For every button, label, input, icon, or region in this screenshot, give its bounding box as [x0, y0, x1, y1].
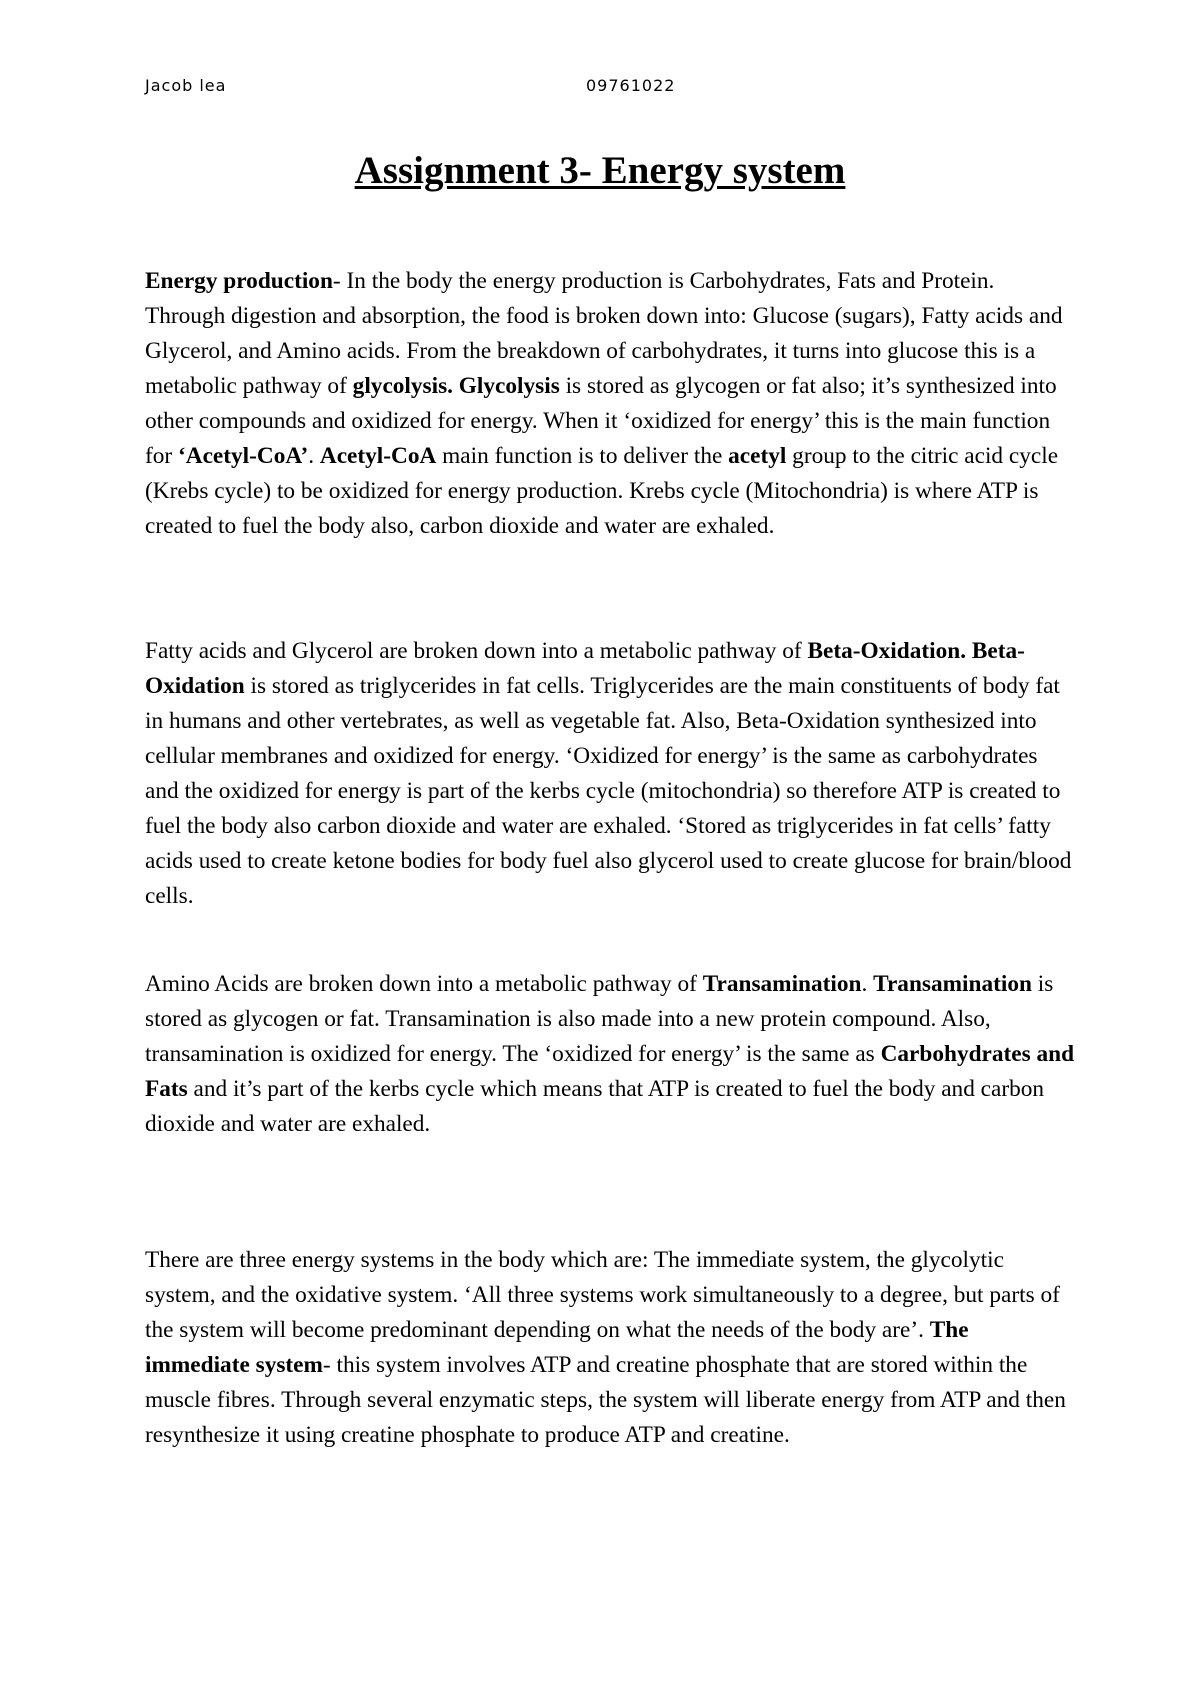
- paragraph-text: .: [861, 971, 874, 997]
- paragraph-text: Fatty acids and Glycerol are broken down into a metabolic pathway of: [145, 638, 808, 664]
- paragraph-text: - In the body the energy production is Carbohydrates, Fats and Protein. Through digestion and absorption, the food is broken down into: Glucose (sugars), Fatty acids and Glycerol, and Amino acids. From the breakdown of carbohydrates, it turns into glucose this is a metabolic pathway of: [145, 268, 1063, 399]
- bold-term: Carbohydrates and Fats: [145, 1041, 1075, 1102]
- paragraph-amino-acids: [145, 967, 1075, 1142]
- bold-term: glycolysis. Glycolysis: [352, 373, 560, 399]
- paragraph-text: is stored as glycogen or fat. Transamination is also made into a new protein compound. Also, transamination is oxidized for energy. The ‘oxidized for energy’ is the same as: [145, 971, 1054, 1067]
- paragraph-text: and it’s part of the kerbs cycle which means that ATP is created to fuel the body and carbon dioxide and water are exhaled.: [145, 1076, 1045, 1137]
- bold-term: ‘Acetyl-CoA’: [178, 443, 309, 469]
- paragraph-text: Amino Acids are broken down into a metabolic pathway of: [145, 971, 703, 997]
- header-author: Jacob lea: [145, 76, 227, 95]
- bold-term: Transamination: [873, 971, 1032, 997]
- paragraph-text: is stored as glycogen or fat also; it’s synthesized into other compounds and oxidized for energy. When it ‘oxidized for energy’ this is the main function for: [145, 373, 1057, 469]
- bold-term: The immediate system: [145, 1317, 969, 1378]
- bold-term: Transamination: [702, 971, 862, 997]
- bold-term: Beta-Oxidation. Beta-Oxidation: [145, 638, 1025, 699]
- paragraph-text: .: [308, 443, 320, 469]
- paragraph-text: There are three energy systems in the body which are: The immediate system, the glycolytic system, and the oxidative system. ‘All three systems work simultaneously to a degree, but parts of the system will become predominant depending on what the needs of the body are’.: [145, 1247, 1060, 1343]
- paragraph-text: - this system involves ATP and creatine phosphate that are stored within the muscle fibres. Through several enzymatic steps, the system will liberate energy from ATP and then resynthesize it using creatine phosphate to produce ATP and creatine.: [145, 1352, 1066, 1448]
- bold-term: acetyl: [728, 443, 787, 469]
- paragraph-text: main function is to deliver the: [436, 443, 729, 469]
- header-student-id: 09761022: [586, 76, 676, 95]
- document-title: Assignment 3- Energy system: [354, 149, 846, 192]
- bold-term: Energy production: [145, 268, 333, 294]
- paragraph-fatty-acids: [145, 634, 1075, 914]
- paragraph-energy-systems: [145, 1243, 1075, 1453]
- bold-term: Acetyl-CoA: [319, 443, 437, 469]
- paragraph-energy-production: [145, 264, 1075, 544]
- paragraph-text: is stored as triglycerides in fat cells. Triglycerides are the main constituents of body fat in humans and other vertebrates, as well as vegetable fat. Also, Beta-Oxidation synthesized into cellular membranes and oxidized for energy. ‘Oxidized for energy’ is the same as carbohydrates and the oxidized for energy is part of the kerbs cycle (mitochondria) so therefore ATP is created to fuel the body also carbon dioxide and water are exhaled. ‘Stored as triglycerides in fat cells’ fatty acids used to create ketone bodies for body fuel also glycerol used to create glucose for brain/blood cells.: [145, 673, 1072, 909]
- paragraph-text: group to the citric acid cycle (Krebs cycle) to be oxidized for energy production. Krebs cycle (Mitochondria) is where ATP is created to fuel the body also, carbon dioxide and water are exhaled.: [145, 443, 1059, 539]
